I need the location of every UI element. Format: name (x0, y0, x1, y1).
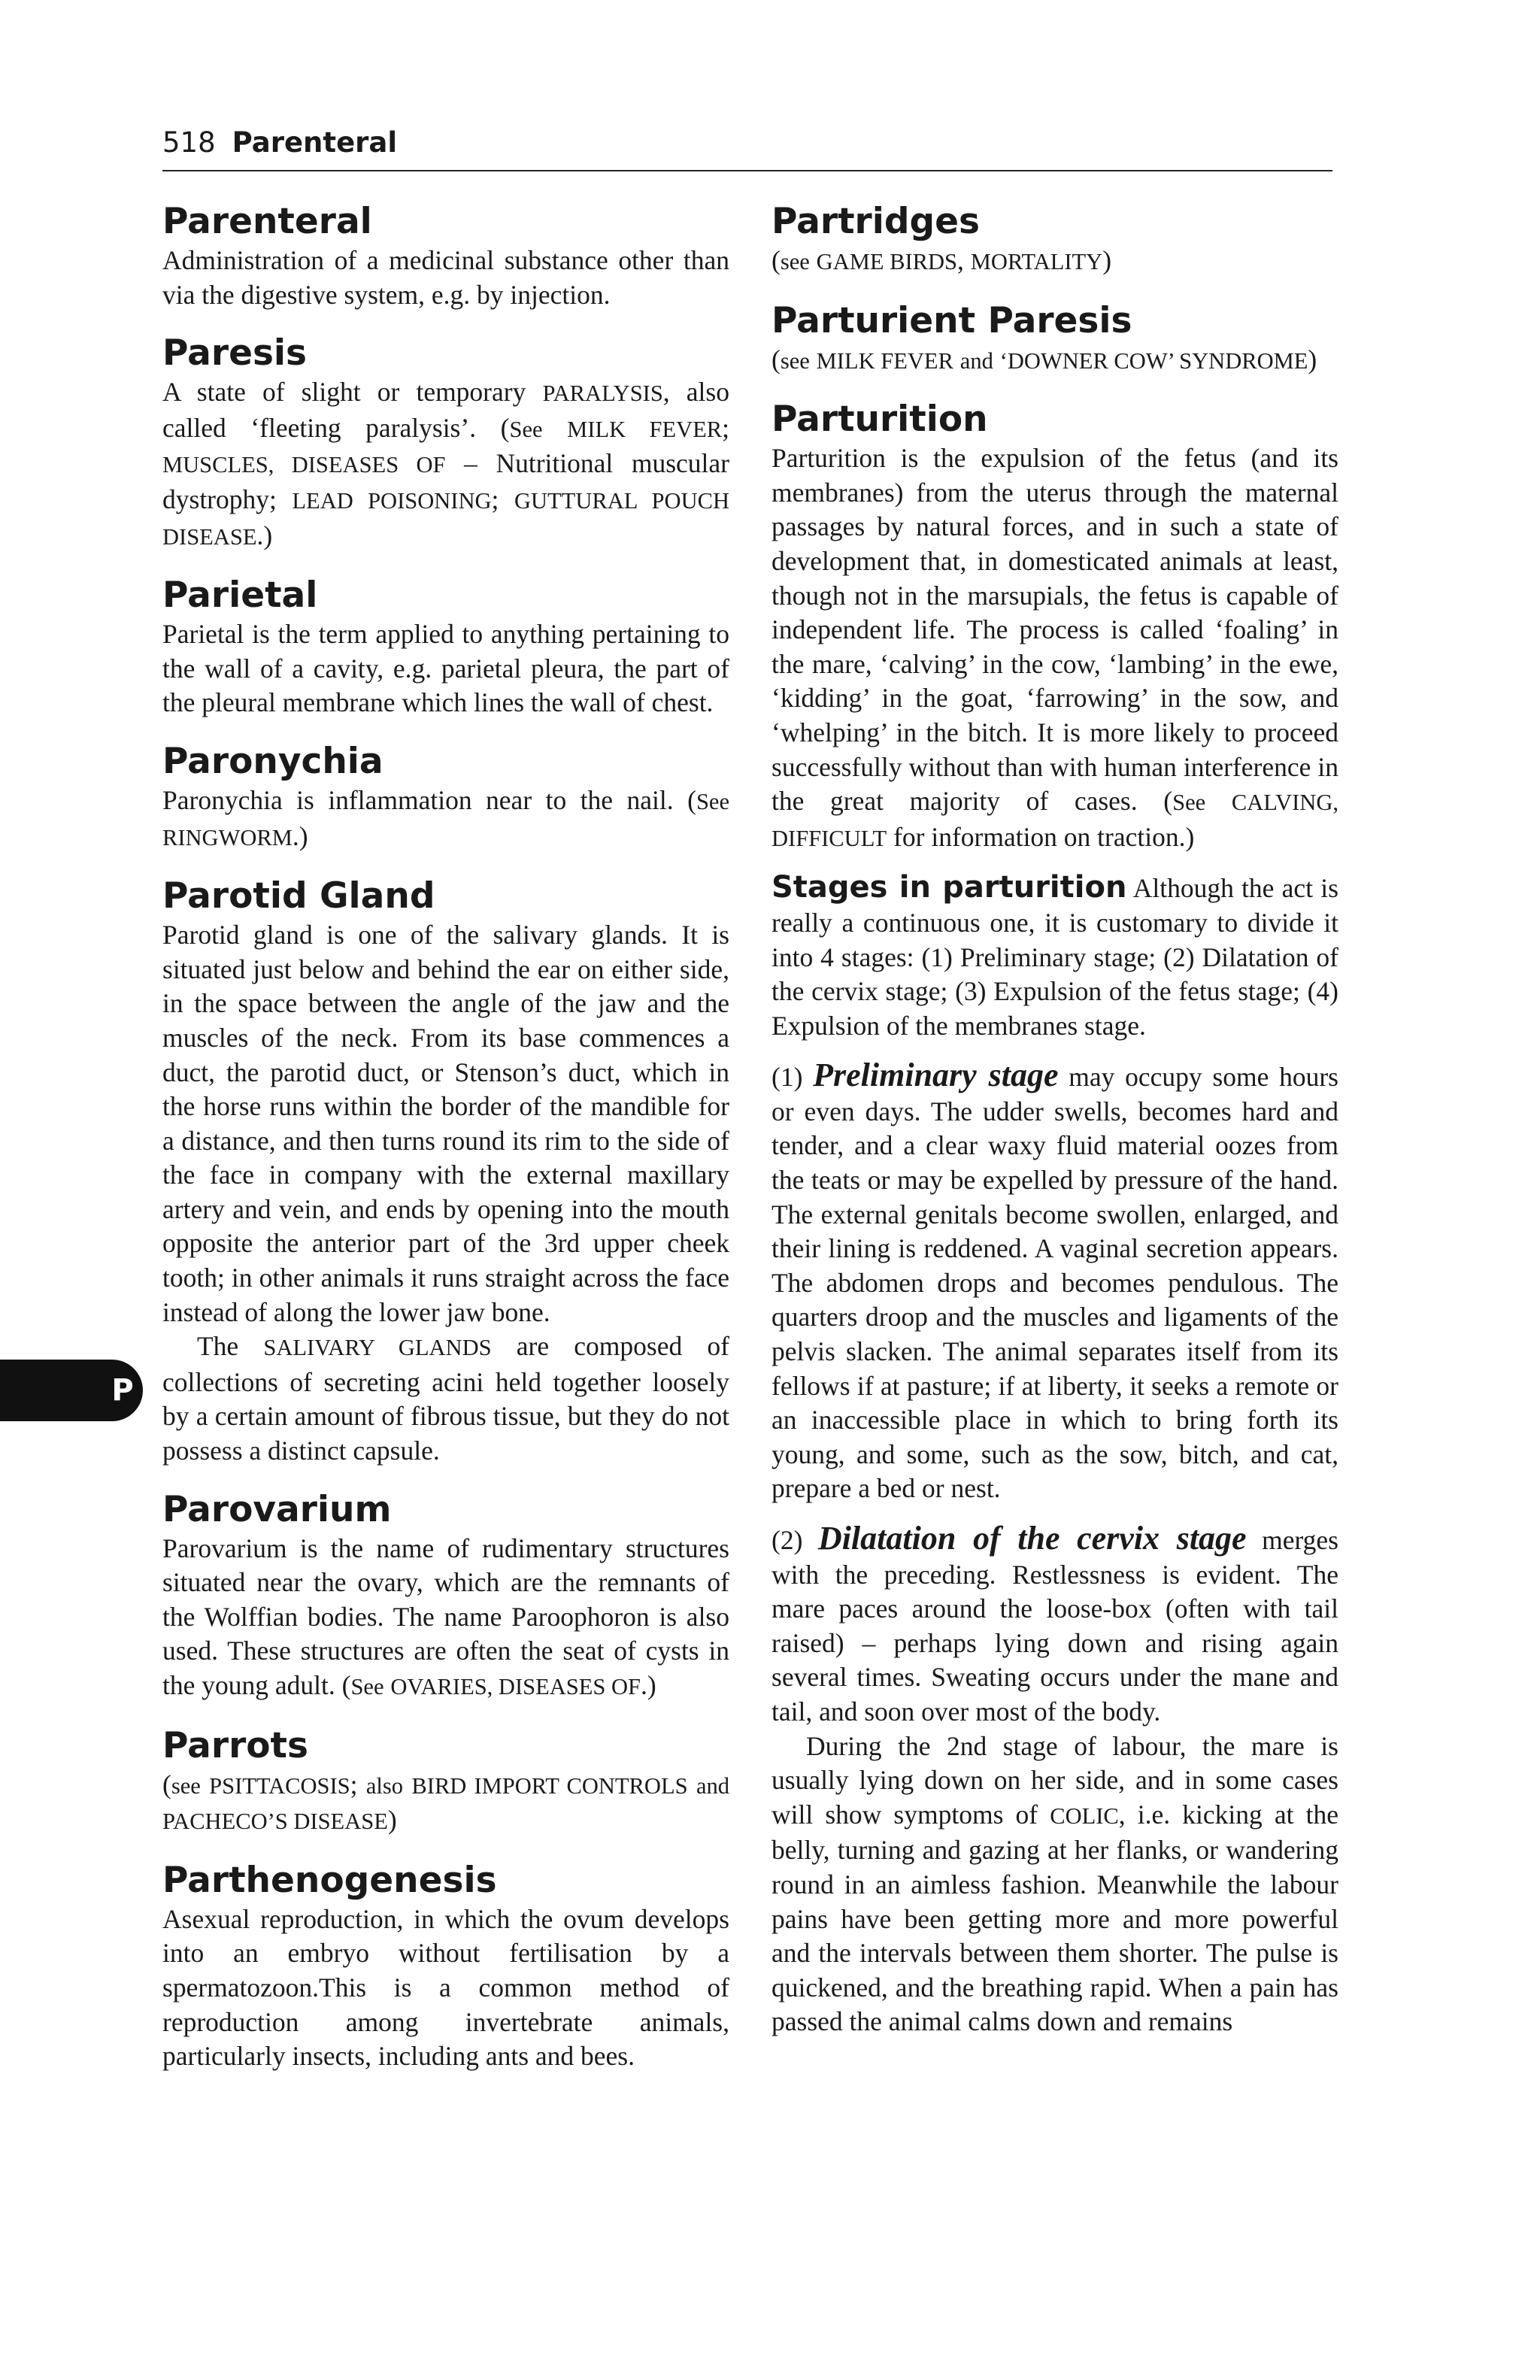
cross-reference-link[interactable]: PSITTACOSIS (209, 1772, 350, 1799)
entry-title: Parovarium (162, 1488, 392, 1530)
thumb-tab-letter: P (111, 1373, 134, 1408)
stage-number: (1) (772, 1062, 814, 1093)
text-run: A state of slight or temporary (162, 377, 543, 408)
entry-parenteral (162, 200, 729, 312)
cross-reference-link[interactable]: BIRD IMPORT CONTROLS (411, 1772, 688, 1799)
cross-reference-link[interactable]: OVARIES, DISEASES OF (390, 1674, 641, 1699)
entry-body (162, 1329, 729, 1468)
text-run: Paronychia is inflammation near to the nail. ( (162, 784, 696, 815)
see-label: see (780, 249, 810, 274)
entry-body: Parotid gland is one of the salivary glands. It is situated just below and behind the ear on either side, in the space between the angle of the jaw and the muscles of the neck. From its base commences a duct, the parotid duct, or Stenson’s duct, which in the horse runs within the border of the mandible for a distance, and then turns round its rim to the side of the face in company with the external maxillary artery and vein, and ends by opening into the mouth opposite the anterior part of the 3rd upper cheek tooth; in other animals it runs straight across the face instead of along the lower jaw bone. (162, 920, 729, 1327)
entry-title: Paresis (162, 332, 308, 374)
cross-reference-link[interactable]: RINGWORM (162, 824, 293, 850)
entry-parrots (162, 1724, 729, 1839)
text-run: .) (641, 1670, 656, 1700)
text-run: merges with the preceding. Restlessness is evident. The mare paces around the loose-box (often with tail raised) – perhaps lying down and rising again several times. Sweating occurs under the mane and tail, and soon over most of the body. (772, 1525, 1338, 1727)
text-run: , i.e. kicking at the belly, turning and gazing at her flanks, or wandering round in an aimless fashion. Meanwhile the labour pains have been getting more and more powerful and the intervals between them shorter. The pulse is quickened, and the breathing rapid. When a pain has passed the animal calms down and remains (772, 1799, 1338, 2037)
stage-number: (2) (772, 1525, 818, 1555)
cross-reference-link[interactable]: MORTALITY (970, 249, 1103, 274)
and-label: and (959, 347, 993, 374)
entry-body: A state of slight or temporary PARALYSIS, also called ‘fleeting paralysis’. (See MILK FEVER; MUSCLES, DISEASES OF – Nutritional muscular dystrophy; LEAD POISONING; GUTTURAL POUCH DISEASE.) (162, 377, 730, 550)
entry-paronychia (162, 740, 729, 855)
entry-title: Parotid Gland (162, 875, 435, 917)
text-run: are composed of collections of secreting acini held together loosely by a certain amount of fibrous tissue, but they do not possess a distinct capsule. (162, 1331, 729, 1466)
entry-partridges (772, 200, 1338, 280)
entry-title: Parenteral (162, 201, 372, 242)
entry-parturient-paresis (772, 299, 1338, 379)
entry-title: Parturition (772, 399, 988, 441)
entry-body: Administration of a medicinal substance other than via the digestive system, e.g. by injection. (162, 245, 729, 310)
text-run: – Nutritional muscular dystrophy; (162, 448, 729, 514)
text-run: Although the act is really a continuous one, it is customary to divide it into 4 stages: (1) Preliminary stage; (2) Dilatation of the cervix stage; (3) Expulsion of the fetus stage; (4) Expulsion of the membranes stage. (772, 873, 1338, 1041)
entry-body: Asexual reproduction, in which the ovum develops into an embryo without fertilisation by a spermatozoon.This is a common method of reproduction among invertebrate animals, particularly insects, including ants and bees. (162, 1903, 729, 2072)
see-label: See (696, 788, 729, 814)
run-in-heading: Stages in parturition (772, 870, 1127, 905)
cross-reference-link[interactable]: ‘DOWNER COW’ SYNDROME (999, 347, 1308, 374)
text-run: may occupy some hours or even days. The udder swells, becomes hard and tender, and a clear waxy fluid material oozes from the teats or may be expelled by pressure of the hand. The external genitals become swollen, enlarged, and their lining is reddened. A vaginal secretion appears. The abdomen drops and becomes pendulous. The quarters droop and the muscles and ligaments of the pelvis slacken. The animal separates itself from its fellows if at pasture; if at liberty, it seeks a remote or an inaccessible place in which to bring forth its young, and some, such as the sow, bitch, and cat, prepare a bed or nest. (772, 1062, 1338, 1504)
running-title: Parenteral (232, 126, 398, 159)
entry-title: Paronychia (162, 740, 383, 782)
thumb-index-tab (0, 1360, 143, 1421)
entry-body (162, 1532, 729, 1705)
entry-parthenogenesis (162, 1859, 729, 2074)
entry-body: (see PSITTACOSIS; also BIRD IMPORT CONTROLS and PACHECO’S DISEASE) (162, 1769, 729, 1836)
entry-parovarium (162, 1488, 729, 1705)
text-run: .) (292, 820, 308, 851)
entry-parotid-gland (162, 875, 729, 1469)
cross-reference-link[interactable]: SALIVARY GLANDS (263, 1335, 492, 1361)
entry-title: Parrots (162, 1724, 308, 1766)
entry-body: Parietal is the term applied to anything pertaining to the wall of a cavity, e.g. parietal pleura, the part of the pleural membrane which lines the wall of chest. (162, 619, 729, 718)
entry-body: (see GAME BIRDS, MORTALITY) (772, 245, 1112, 275)
see-label: See (1172, 790, 1206, 816)
entry-paresis (162, 332, 729, 554)
left-column (162, 200, 729, 2093)
cross-reference-link[interactable]: COLIC (1050, 1802, 1119, 1829)
see-label: See (350, 1674, 384, 1699)
running-head (162, 126, 1332, 171)
cross-reference-link[interactable]: MUSCLES, DISEASES OF (162, 452, 446, 478)
cross-reference-link[interactable]: MILK FEVER (567, 416, 723, 442)
see-label: See (509, 416, 543, 442)
text-run: Parovarium is the name of rudimentary structures situated near the ovary, which are the remnants of the Wolffian bodies. The name Paroophoron is also used. These structures are often the seat of cysts in the young adult. ( (162, 1533, 729, 1700)
cross-reference-link[interactable]: PARALYSIS (542, 380, 663, 407)
text-run: , also called ‘fleeting paralysis’. ( (162, 377, 729, 443)
cross-reference-link[interactable]: PACHECO’S DISEASE (162, 1808, 388, 1835)
right-column (772, 200, 1338, 2059)
text-run: for information on traction.) (887, 821, 1195, 852)
entry-title: Parthenogenesis (162, 1859, 497, 1901)
text-run: During the 2nd stage of labour, the mare is usually lying down on her side, and in some cases will show symptoms of (772, 1730, 1338, 1830)
cross-reference-link[interactable]: GUTTURAL POUCH DISEASE (162, 487, 729, 550)
stage-title: Dilatation of the cervix stage (817, 1520, 1247, 1557)
stage-title: Preliminary stage (813, 1057, 1059, 1094)
see-label: see (780, 347, 810, 374)
stage-2-continuation (772, 1730, 1338, 2039)
entry-body (772, 441, 1338, 856)
text-run: The (197, 1331, 264, 1362)
text-run: .) (256, 520, 273, 550)
entry-body (162, 784, 729, 855)
page-number: 518 (162, 126, 216, 159)
entry-parietal (162, 574, 729, 720)
stage-2-paragraph (772, 1521, 1338, 1730)
entry-parturition (772, 398, 1338, 2039)
text-run: Parturition is the expulsion of the fetus (and its membranes) from the uterus through the maternal passages by natural forces, and in such a state of development that, in domesticated animals at least, though not in the marsupials, the fetus is capable of independent life. The process is called ‘foaling’ in the mare, ‘calving’ in the cow, ‘lambing’ in the ewe, ‘kidding’ in the goat, ‘farrowing’ in the sow, and ‘whelping’ in the bitch. It is more likely to proceed successfully without than with human interference in the great majority of cases. ( (772, 443, 1338, 817)
cross-reference-link[interactable]: LEAD POISONING (292, 487, 492, 514)
also-label: also (365, 1772, 404, 1799)
cross-reference-link[interactable]: CALVING, DIFFICULT (772, 790, 1338, 851)
see-label: see (171, 1772, 201, 1799)
entry-title: Parturient Paresis (772, 299, 1132, 341)
cross-reference-link[interactable]: MILK FEVER (816, 347, 953, 374)
entry-title: Partridges (772, 201, 980, 242)
entry-title: Parietal (162, 575, 318, 617)
stage-1-paragraph (772, 1058, 1338, 1506)
cross-reference-link[interactable]: GAME BIRDS (816, 249, 958, 274)
stages-paragraph (772, 871, 1338, 1043)
entry-body: (see MILK FEVER and ‘DOWNER COW’ SYNDROME) (772, 344, 1317, 374)
and-label: and (696, 1772, 729, 1799)
